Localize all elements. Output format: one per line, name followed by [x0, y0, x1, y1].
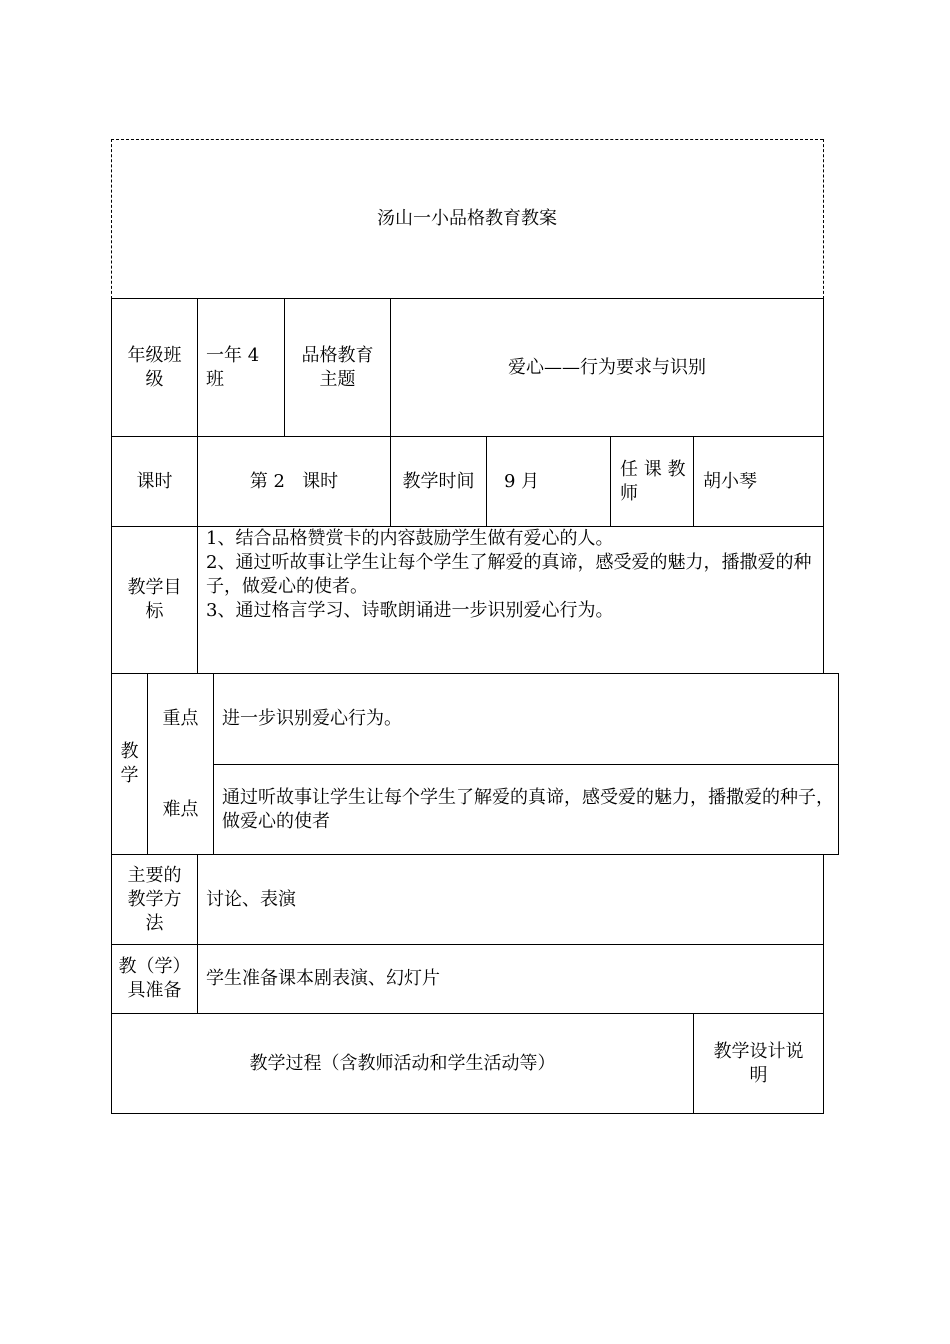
hline-1113 [111, 1113, 824, 1114]
goals-content [206, 527, 818, 673]
time-label-cell [391, 437, 486, 526]
time-value: 9 月 [504, 470, 540, 492]
time-label: 教学时间 [402, 470, 475, 492]
teacher-label-cell [620, 437, 690, 526]
period-label-cell [112, 437, 197, 526]
focus-group-label: 教学 [120, 741, 139, 786]
process-label-cell [112, 1014, 693, 1113]
prep-label: 教（学）具准备 [118, 956, 191, 1001]
process-note-cell [694, 1014, 823, 1113]
theme-label-cell [285, 299, 390, 436]
hard-value: 通过听故事让学生让每个学生了解爱的真谛，感受爱的魅力，播撒爱的种子，做爱心的使者 [222, 786, 834, 832]
hard-value-cell [222, 765, 834, 854]
goals-label: 教学目标 [127, 577, 182, 622]
methods-value-cell [206, 855, 818, 944]
vline-outer-right-b [838, 673, 839, 855]
prep-label-cell [112, 945, 197, 1013]
theme-label: 品格教育主题 [301, 344, 374, 390]
vline-r2-e [693, 436, 694, 526]
goal-line-1: 1、结合品格赞赏卡的内容鼓励学生做有爱心的人。 [206, 528, 614, 549]
vline-methods [197, 854, 198, 1013]
grade-label: 年级班级 [127, 344, 182, 390]
process-label: 教学过程（含教师活动和学生活动等） [249, 1052, 556, 1074]
period-label: 课时 [136, 470, 173, 492]
key-label: 重点 [162, 708, 199, 729]
period-value: 第 2 课时 [249, 470, 339, 492]
vline-outer-right-c [823, 854, 824, 1114]
grade-value-cell [206, 299, 280, 436]
key-label-cell [148, 674, 213, 764]
grade-value: 一年 4 班 [206, 344, 260, 390]
vline-r2-c [486, 436, 487, 526]
vline-focus-b [213, 673, 214, 854]
document-title: 汤山一小品格教育教案 [377, 208, 557, 229]
document-title-cell [111, 139, 823, 299]
goal-line-3: 3、通过格言学习、诗歌朗诵进一步识别爱心行为。 [206, 600, 614, 621]
key-value: 进一步识别爱心行为。 [222, 708, 402, 729]
key-value-cell [222, 674, 834, 764]
teacher-value-cell [703, 437, 821, 526]
methods-value: 讨论、表演 [206, 888, 296, 910]
vline-outer-right-a [823, 298, 824, 674]
title-box-right-border [823, 139, 824, 299]
theme-value-cell [391, 299, 823, 436]
prep-value: 学生准备课本剧表演、幻灯片 [206, 968, 440, 989]
vline-r2-d [610, 436, 611, 526]
hard-label-cell [148, 765, 213, 854]
theme-value: 爱心——行为要求与识别 [508, 356, 706, 378]
prep-value-cell [206, 945, 818, 1013]
teacher-value: 胡小琴 [703, 470, 757, 492]
methods-label: 主要的教学方法 [127, 864, 182, 934]
grade-label-cell [112, 299, 197, 436]
hard-label: 难点 [162, 798, 199, 820]
vline-goals [197, 526, 198, 673]
goal-line-2: 2、通过听故事让学生让每个学生了解爱的真谛，感受爱的魅力，播撒爱的种子，做爱心的使者。 [206, 552, 812, 597]
focus-group-label-cell [112, 674, 147, 854]
methods-label-cell [112, 855, 197, 944]
time-value-cell [504, 437, 604, 526]
vline-r1-a [197, 298, 198, 436]
period-value-cell [198, 437, 390, 526]
process-note-label: 教学设计说明 [713, 1040, 804, 1086]
teacher-label: 任 课 教 师 [620, 458, 686, 504]
goals-label-cell [112, 527, 197, 673]
